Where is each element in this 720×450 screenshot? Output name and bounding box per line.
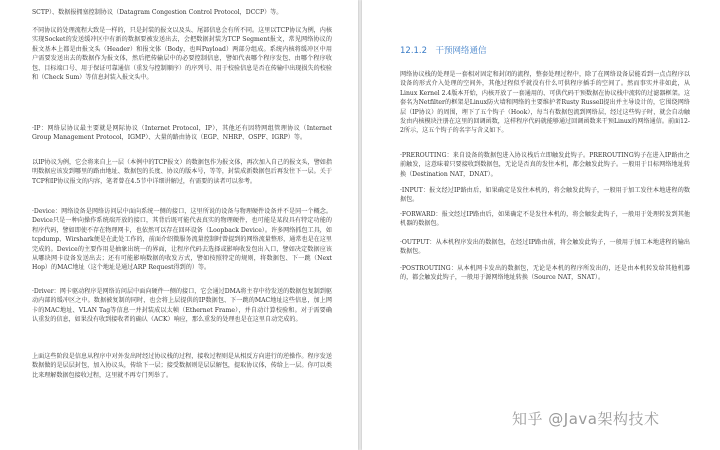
section-title: 12.1.2 干预网络通信 — [400, 46, 487, 56]
watermark: 知乎 @Java架构技术 — [512, 410, 660, 428]
left-paragraph-4: 以IP协议为例，它会将来自上一层（本例中的TCP报文）的数据包作为报文体，再次加入自己的报文头，譬如指明数据应该发到哪里的路由地址、数据包的长度、协议的版本号，等等，封装成新数据包后再发往下一层。关于TCP和IP协议报文的内容，笔者曾在4.5节中详细讲解过，有需要的读者可以参考。 — [32, 159, 332, 185]
left-paragraph-6: ·Driver：网卡驱动程序是网络访问层中面向硬件一侧的接口，它会通过DMA将主存中待发送的数据包复制到驱动内部的缓冲区之中。数据被复制的同时，也会将上层提供的IP数据包、下一跳的MAC地址这些信息，加上网卡的MAC地址、VLAN Tag等信息一并封装成以太帧（Ethernet Frame），并自动计算校验和。对于需要确认重发的信息，如果没有收到接收者的确认（ACK）响应，那么重发的处理也是在这里自动完成的。 — [32, 288, 332, 324]
left-paragraph-2: 不同协议的处理流程大致是一样的，只是封装的报文以及头、尾部信息会有所不同。这里以TCP协议为例，内核实现Socket的发送缓冲区中有新的数据要被发送出去，会把数据封装为TCP Segment报文，常见网络协议的报文基本上都是由报文头（Header）和报文体（Body，也叫Payload）两部分组成。系统内核将缓冲区中用户需要发送出去的数据作为报文体，然后把传输层中的必要控制信息，譬如代表哪个程序发包、由哪个程序收包、目标端口号、用于保证可靠通信（重发与控制顺序）的序列号、用于校验信息是否在传输中出现损失的校验和（Check Sum）等信息封装入报文头中。 — [32, 27, 332, 82]
left-paragraph-7: 上面这些阶段是信息从程序中对外发出时经过协议栈的过程，接收过程则是从相反方向进行的逆操作。程序发送数据做的是层层封包，加入协议头，传给下一层；接受数据则是层层解包，提取协议体，传给上一层。你可以类比来理解数据包接收过程，这里就不再专门列举了。 — [32, 353, 332, 379]
right-page — [362, 0, 720, 450]
left-paragraph-3: ·IP：网络层协议最主要就是网际协议（Internet Protocol，IP），其他还有因特网组管理协议（Internet Group Management Protocol，IGMP）、大量的路由协议（EGP、NHRP、OSPF、IGRP）等。 — [32, 125, 332, 142]
right-paragraph-4: ·FORWARD：报文经过IP路由后，如果确定不是发往本机的，将会触发此钩子，一般用于处理转发到其他机器的数据包。 — [400, 211, 690, 228]
left-paragraph-1: SCTP）、数据报拥塞控制协议（Datagram Congestion Control Protocol，DCCP）等。 — [32, 9, 283, 16]
left-page — [0, 0, 358, 450]
left-paragraph-5: ·Device：网络设备是网络访问层中面向系统一侧的接口，这里所说的设备与物理硬件设备并不是同一个概念。Device只是一种向操作系统端开放的接口，其背后既可能代表真实的物理硬件，也可能是某段具有特定功能的程序代码，譬如即使不存在物理网卡，也依然可以存在回环设备（Loopback Device）。许多网络抓包工具，如tcpdump、Wirshark便是在此处工作的，前面介绍微服务流量控制时曾提到的网络流量整形，通常也是在这里完成的。Device的主要作用是抽象出统一的界面，让程序代码去选择或影响收发包出入口，譬如决定数据应该从哪块网卡设备发送出去；还有可能影响数据的收发方式，譬如按照特定的规则，将数据包、下一跳（Next Hop）的MAC地址（这个地址是通过ARP Request得到的）等。 — [32, 208, 332, 272]
right-paragraph-6: ·POSTROUTING：从本机网卡发出的数据包，无论是本机的程序所发出的，还是由本机转发给其他机器的，都会触发此钩子，一般用于源网络地址转换（Source NAT，SNAT）。 — [400, 265, 690, 282]
right-paragraph-1: 网络协议栈的处理是一套相对固定和封闭的流程，整套处理过程中，除了在网络设备层能看到一点点程序以设备的形式介入处理的空间外，其他过程似乎就没有什么可供程序插手的空间了。然而事实并非如此，从Linux Kernel 2.4版本开始，内核开放了一套通用的、可供代码干预数据在协议栈中流转的过滤器框架。这套名为Netfilter的框架是Linux防火墙和网络的主要维护者Rusty Russell提出并主导设计的，它围绕网络层（IP协议）的周围，埋下了五个钩子（Hook），每当有数据包流到网络层，经过这些钩子时，就会自动触发由内核模块注册在这里的回调函数，这样程序代码就能够通过回调函数来干预Linux的网络通信。前面12-2所示，这五个钩子的名字与含义如下。 — [400, 71, 690, 135]
right-paragraph-3: ·INPUT：报文经过IP路由后，如果确定是发往本机的，将会触发此钩子，一般用于加工发往本地进程的数据包。 — [400, 187, 690, 204]
right-paragraph-5: ·OUTPUT：从本机程序发出的数据包，在经过IP路由前，将会触发此钩子，一般用于加工本地进程的输出数据包。 — [400, 239, 690, 256]
right-paragraph-2: ·PREROUTING：来自设备的数据包进入协议栈后立即触发此钩子。PREROUTING钩子在进入IP路由之前触发，这意味着只要接收到数据包，无论是否真的发往本机，都会触发此钩子。一般用于目标网络地址转换（Destination NAT，DNAT）。 — [400, 152, 690, 178]
